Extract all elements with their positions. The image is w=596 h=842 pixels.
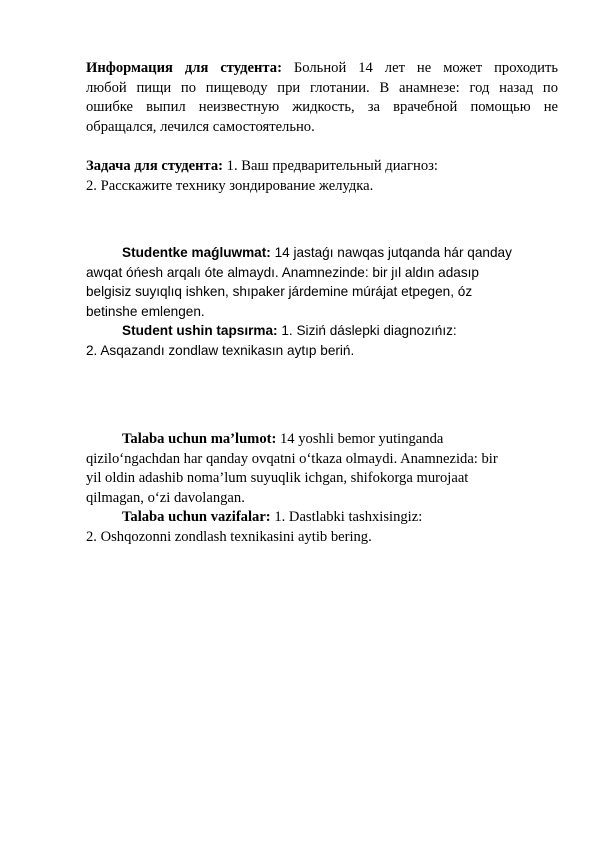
kaa-task-paragraph [86, 321, 558, 360]
uz-task-label: Talaba uchun vazifalar: [122, 509, 271, 525]
kaa-info-line-4: betinshe emlengen. [86, 303, 205, 319]
ru-info-paragraph [86, 59, 558, 137]
ru-info-line-1 [86, 59, 558, 79]
kaa-info-text-1: 14 jastaǵı nawqas jutqanda hár qanday [270, 245, 512, 260]
kaa-task-line-2: 2. Asqazandı zondlaw texnikasın aytıp beriń. [86, 342, 355, 358]
ru-info-line-2: любой пищи по пищеводу при глотании. В анамнезе: год назад по [86, 79, 558, 96]
uz-info-line-1 [86, 430, 558, 450]
uz-info-line-4: qilmagan, o‘zi davolangan. [86, 489, 245, 506]
ru-info-text-1: Больной 14 лет не может проходить [281, 60, 559, 76]
uz-task-paragraph [86, 508, 558, 547]
kaa-task-label: Student ushin tapsırma: [122, 323, 278, 338]
uz-task-text-1: 1. Dastlabki tashxisingiz: [270, 509, 423, 525]
uz-info-line-2: qizilo‘ngachdan har qanday ovqatni o‘tkaza olmaydi. Anamnezida: bir [86, 450, 498, 467]
ru-info-line-4: обращался, лечился самостоятельно. [86, 118, 315, 135]
kaa-info-line-2: awqat óńesh arqalı óte almaydı. Anamnezinde: bir jıl aldın adasıp [86, 264, 479, 280]
kaa-task-line-1 [86, 321, 558, 341]
ru-info-line-3: ошибке выпил неизвестную жидкость, за врачебной помощью не [86, 99, 558, 115]
kaa-info-line-3: belgisiz suyıqlıq ishken, shıpaker járdemine múrájat etpegen, óz [86, 284, 473, 299]
uz-task-line-1 [86, 508, 558, 528]
kaa-info-paragraph [86, 243, 558, 321]
uz-info-label: Talaba uchun ma’lumot: [122, 431, 277, 447]
ru-task-text-1: 1. Ваш предварительный диагноз: [223, 158, 438, 174]
ru-task-paragraph [86, 157, 558, 196]
uz-info-line-3: yil oldin adashib noma’lum suyuqlik ichgan, shifokorga murojaat [86, 470, 469, 486]
uz-task-line-2: 2. Oshqozonni zondlash texnikasini aytib bering. [86, 528, 372, 545]
ru-task-line-2: 2. Расскажите технику зондирование желудка. [86, 177, 374, 194]
ru-info-label: Информация для студента: [86, 60, 282, 76]
kaa-info-line-1 [86, 243, 558, 263]
uz-info-text-1: 14 yoshli bemor yutinganda [276, 431, 444, 447]
ru-task-line-1 [86, 157, 558, 177]
kaa-task-text-1: 1. Siziń dáslepki diagnozıńız: [277, 323, 457, 338]
ru-task-label: Задача для студента: [86, 158, 223, 174]
kaa-info-label: Studentke maǵluwmat: [122, 245, 271, 260]
uz-info-paragraph [86, 430, 558, 508]
